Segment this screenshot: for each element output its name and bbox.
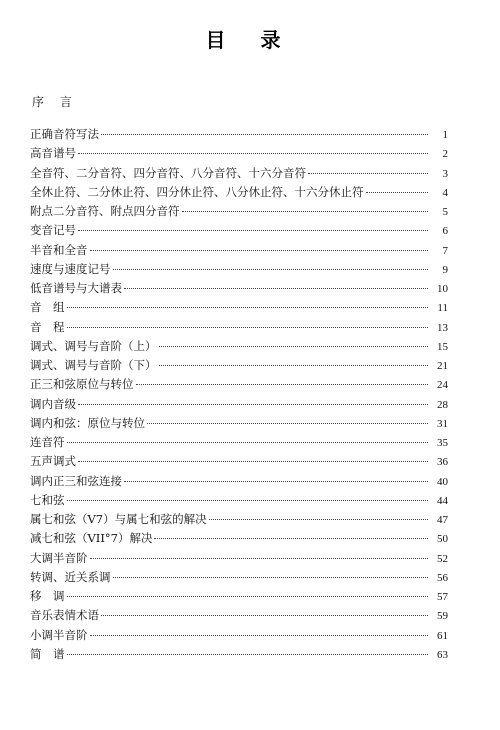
toc-entry-title: 调内音级 bbox=[30, 396, 76, 411]
dot-leader bbox=[67, 306, 429, 308]
dot-leader bbox=[113, 576, 429, 578]
toc-entry-title: 连音符 bbox=[30, 435, 65, 449]
dot-leader bbox=[78, 229, 428, 231]
toc-entry-title: 减七和弦（VII°7）解决 bbox=[30, 531, 153, 546]
dot-leader bbox=[67, 499, 429, 501]
toc-entry[interactable] bbox=[30, 491, 448, 510]
toc-entry-page-number: 1 bbox=[442, 129, 448, 141]
dot-leader bbox=[182, 210, 429, 212]
dot-leader bbox=[67, 653, 429, 655]
toc-entry[interactable] bbox=[30, 395, 448, 414]
toc-entry-title: 低音谱号与大谱表 bbox=[30, 281, 122, 295]
dot-leader bbox=[366, 191, 429, 193]
toc-entry-page-number: 5 bbox=[442, 206, 448, 218]
toc-entry[interactable] bbox=[30, 529, 448, 548]
toc-entry-title: 音 组 bbox=[30, 300, 65, 315]
toc-entry[interactable] bbox=[30, 279, 448, 298]
toc-entry-page-number: 4 bbox=[442, 186, 448, 199]
toc-entry-title: 附点二分音符、附点四分音符 bbox=[30, 204, 180, 218]
toc-entry-page-number: 7 bbox=[442, 244, 448, 257]
dot-leader bbox=[67, 595, 429, 597]
toc-entry[interactable] bbox=[30, 318, 448, 337]
toc-entry-title: 转调、近关系调 bbox=[30, 569, 111, 584]
toc-entry[interactable] bbox=[30, 549, 448, 568]
toc-entry-page-number: 47 bbox=[437, 514, 448, 526]
page-title: 目 录 bbox=[205, 28, 295, 52]
toc-entry[interactable] bbox=[30, 472, 448, 491]
toc-entry[interactable] bbox=[30, 241, 448, 260]
toc-entry-page-number: 11 bbox=[437, 302, 448, 315]
toc-entry-page-number: 21 bbox=[437, 360, 448, 372]
toc-entry-title: 调式、调号与音阶（上） bbox=[30, 338, 157, 353]
toc-entry[interactable] bbox=[30, 587, 448, 606]
toc-entry[interactable] bbox=[30, 356, 448, 375]
toc-entry-title: 高音谱号 bbox=[30, 146, 76, 161]
toc-entry[interactable] bbox=[30, 568, 448, 587]
toc-entry-title: 音 程 bbox=[30, 319, 65, 334]
toc-entry[interactable] bbox=[30, 626, 448, 645]
toc-entry[interactable] bbox=[30, 164, 448, 183]
toc-entry[interactable] bbox=[30, 125, 448, 144]
dot-leader bbox=[90, 557, 429, 559]
toc-entry-title: 全音符、二分音符、四分音符、八分音符、十六分音符 bbox=[30, 165, 306, 180]
toc-entry-page-number: 28 bbox=[437, 398, 448, 411]
toc-entry-title: 调内正三和弦连接 bbox=[30, 473, 122, 488]
toc-entry-page-number: 6 bbox=[442, 225, 448, 238]
toc-entry-page-number: 31 bbox=[437, 417, 448, 430]
toc-entry-page-number: 9 bbox=[442, 263, 448, 276]
toc-entry-title: 简 谱 bbox=[30, 646, 65, 661]
preface-heading: 序 言 bbox=[32, 95, 78, 109]
toc-entry-page-number: 59 bbox=[437, 610, 448, 623]
toc-entry-title: 速度与速度记号 bbox=[30, 261, 111, 276]
toc-entry-title: 移 调 bbox=[30, 589, 65, 603]
toc-entry-title: 调内和弦：原位与转位 bbox=[30, 415, 145, 430]
toc-entry-title: 变音记号 bbox=[30, 223, 76, 238]
toc-entry[interactable] bbox=[30, 183, 448, 202]
toc-entry[interactable] bbox=[30, 298, 448, 317]
toc-entry-title: 半音和全音 bbox=[30, 242, 88, 257]
toc-entry-page-number: 44 bbox=[437, 494, 448, 507]
toc-entry[interactable] bbox=[30, 221, 448, 240]
toc-entry-title: 七和弦 bbox=[30, 492, 65, 507]
dot-leader bbox=[124, 287, 428, 289]
toc-entry-page-number: 15 bbox=[437, 340, 448, 353]
toc-entry[interactable] bbox=[30, 337, 448, 356]
dot-leader bbox=[159, 364, 429, 366]
toc-entry[interactable] bbox=[30, 144, 448, 163]
toc-entry-page-number: 56 bbox=[437, 571, 448, 584]
toc-entry-title: 音乐表情术语 bbox=[30, 608, 99, 623]
toc-entry-title: 大调半音阶 bbox=[30, 550, 88, 565]
dot-leader bbox=[147, 422, 428, 424]
toc-entry[interactable] bbox=[30, 510, 448, 529]
dot-leader bbox=[209, 518, 428, 520]
dot-leader bbox=[124, 480, 428, 482]
toc-entry[interactable] bbox=[30, 606, 448, 625]
toc-entry[interactable] bbox=[30, 645, 448, 664]
dot-leader bbox=[308, 172, 428, 174]
toc-entry-page-number: 3 bbox=[442, 167, 448, 180]
toc-entry-title: 正三和弦原位与转位 bbox=[30, 377, 134, 392]
toc-entry-page-number: 2 bbox=[442, 148, 448, 161]
toc-entry-page-number: 50 bbox=[437, 533, 448, 546]
toc-entry-page-number: 10 bbox=[437, 283, 448, 295]
toc-entry[interactable] bbox=[30, 202, 448, 221]
dot-leader bbox=[154, 537, 428, 539]
toc-entry[interactable] bbox=[30, 433, 448, 452]
toc-entry-title: 正确音符写法 bbox=[30, 127, 99, 141]
toc-entry-page-number: 40 bbox=[437, 475, 448, 488]
toc-entry-title: 小调半音阶 bbox=[30, 627, 88, 642]
toc-entry[interactable] bbox=[30, 375, 448, 394]
toc-entry[interactable] bbox=[30, 260, 448, 279]
dot-leader bbox=[90, 634, 429, 636]
toc-entry-page-number: 36 bbox=[437, 456, 448, 469]
toc-entry-title: 调式、调号与音阶（下） bbox=[30, 358, 157, 372]
dot-leader bbox=[101, 614, 428, 616]
toc-entry-page-number: 61 bbox=[437, 629, 448, 642]
table-of-contents bbox=[30, 125, 448, 664]
toc-entry-page-number: 63 bbox=[437, 648, 448, 661]
toc-entry[interactable] bbox=[30, 414, 448, 433]
dot-leader bbox=[159, 345, 429, 347]
toc-entry-title: 属七和弦（V7）与属七和弦的解决 bbox=[30, 512, 207, 526]
dot-leader bbox=[136, 383, 429, 385]
dot-leader bbox=[78, 460, 428, 462]
dot-leader bbox=[113, 268, 429, 270]
dot-leader bbox=[67, 326, 429, 328]
toc-entry-page-number: 57 bbox=[437, 591, 448, 603]
dot-leader bbox=[67, 441, 429, 443]
toc-entry-page-number: 13 bbox=[437, 321, 448, 334]
dot-leader bbox=[90, 249, 429, 251]
toc-entry-title: 全休止符、二分休止符、四分休止符、八分休止符、十六分休止符 bbox=[30, 184, 364, 199]
dot-leader bbox=[78, 152, 428, 154]
toc-entry-page-number: 35 bbox=[437, 437, 448, 449]
toc-entry-title: 五声调式 bbox=[30, 454, 76, 469]
toc-entry[interactable] bbox=[30, 452, 448, 471]
dot-leader bbox=[78, 403, 428, 405]
dot-leader bbox=[101, 133, 428, 135]
toc-entry-page-number: 24 bbox=[437, 379, 448, 392]
toc-entry-page-number: 52 bbox=[437, 552, 448, 565]
